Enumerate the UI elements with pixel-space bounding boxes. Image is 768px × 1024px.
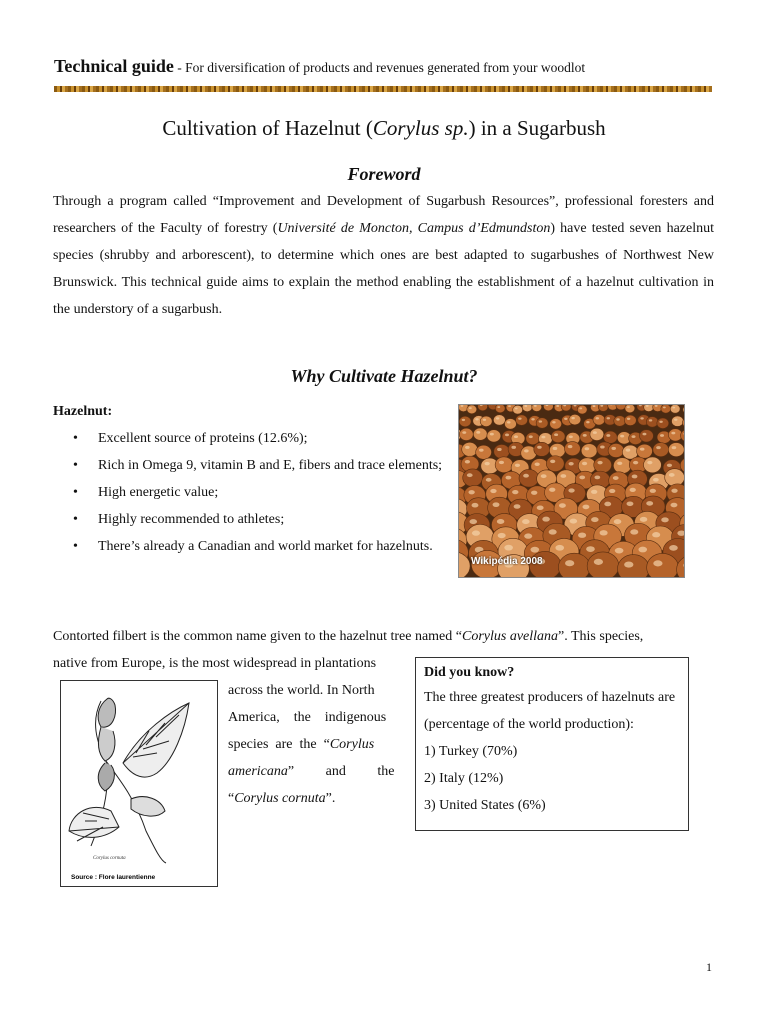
contorted-text: ” and the (287, 764, 395, 779)
contorted-line-5 (228, 731, 403, 758)
contorted-text: Contorted filbert is the common name given to the hazelnut tree named “ (53, 629, 462, 644)
contorted-line-2: native from Europe, is the most widespread in plantations (53, 656, 377, 671)
contorted-line-7 (228, 785, 403, 812)
document-title (0, 116, 768, 141)
contorted-latin: Corylus cornuta (234, 791, 326, 806)
contorted-line-6 (228, 758, 403, 785)
contorted-text-end: ”. (325, 791, 336, 806)
title-text: Cultivation of Hazelnut ( (162, 116, 373, 140)
foreword-paragraph (53, 188, 714, 323)
hazelnut-label: Hazelnut: (53, 404, 113, 419)
producer-item: 3) United States (6%) (424, 798, 546, 813)
list-item: • Rich in Omega 9, vitamin B and E, fibers and trace elements; (53, 457, 447, 475)
hazelnuts-image (459, 405, 684, 577)
did-you-know-box (415, 657, 689, 831)
drawing-source: Source : Flore laurentienne (71, 874, 156, 881)
list-item: • There’s already a Canadian and world market for hazelnuts. (53, 538, 447, 556)
page-number: 1 (706, 960, 712, 974)
foreword-text: Through a program called “Improvement and Development of Sugarbush Resources”, professional foresters and researchers of the Faculty of forestry ( (53, 194, 714, 236)
contorted-latin: Corylus avellana (461, 629, 559, 644)
contorted-line-4: America, the indigenous (228, 710, 387, 725)
list-item: • Excellent source of proteins (12.6%); (53, 430, 447, 448)
contorted-text: species are the “ (228, 737, 330, 752)
foreword-heading: Foreword (347, 164, 421, 184)
did-you-know-title: Did you know? (424, 665, 515, 680)
why-heading: Why Cultivate Hazelnut? (290, 366, 478, 386)
did-you-know-intro: The three greatest producers of hazelnuts are (percentage of the world production): (424, 690, 676, 732)
botanical-illustration (61, 681, 217, 886)
contorted-wrap-text (228, 677, 403, 812)
photo-credit: Wikipédia 2008 (471, 556, 543, 567)
decorative-divider (54, 86, 712, 92)
contorted-line-3: across the world. In North (228, 683, 375, 698)
drawing-species-label: Corylus cornuta (93, 856, 126, 861)
title-latin-name: Corylus sp. (372, 116, 469, 140)
list-item: • Highly recommended to athletes; (53, 511, 447, 529)
producer-item: 2) Italy (12%) (424, 771, 504, 786)
benefits-list (53, 430, 447, 565)
contorted-text: “ (228, 791, 235, 806)
producer-item: 1) Turkey (70%) (424, 744, 518, 759)
header-label: Technical guide (54, 56, 174, 76)
title-text-end: ) in a Sugarbush (468, 116, 606, 140)
contorted-latin: americana (228, 764, 288, 779)
foreword-text-end: ) have tested seven hazelnut species (shrubby and arborescent), to determine which ones are best adapted to sugarbushes of Northwest New Brunswick. This technical guide aims to explain the method enabling the establishment of a hazelnut cultivation in the understory of a sugarbush. (53, 221, 714, 317)
foreword-university: Université de Moncton, Campus d’Edmundston (277, 221, 551, 236)
contorted-line-1 (53, 623, 714, 650)
document-header (54, 56, 585, 77)
header-subtitle: - For diversification of products and revenues generated from your woodlot (173, 60, 586, 75)
contorted-text-end: ”. This species, (558, 629, 644, 644)
contorted-latin: Corylus (329, 737, 375, 752)
hazelnuts-photo (458, 404, 685, 578)
corylus-cornuta-drawing (60, 680, 218, 887)
list-item: • High energetic value; (53, 484, 447, 502)
